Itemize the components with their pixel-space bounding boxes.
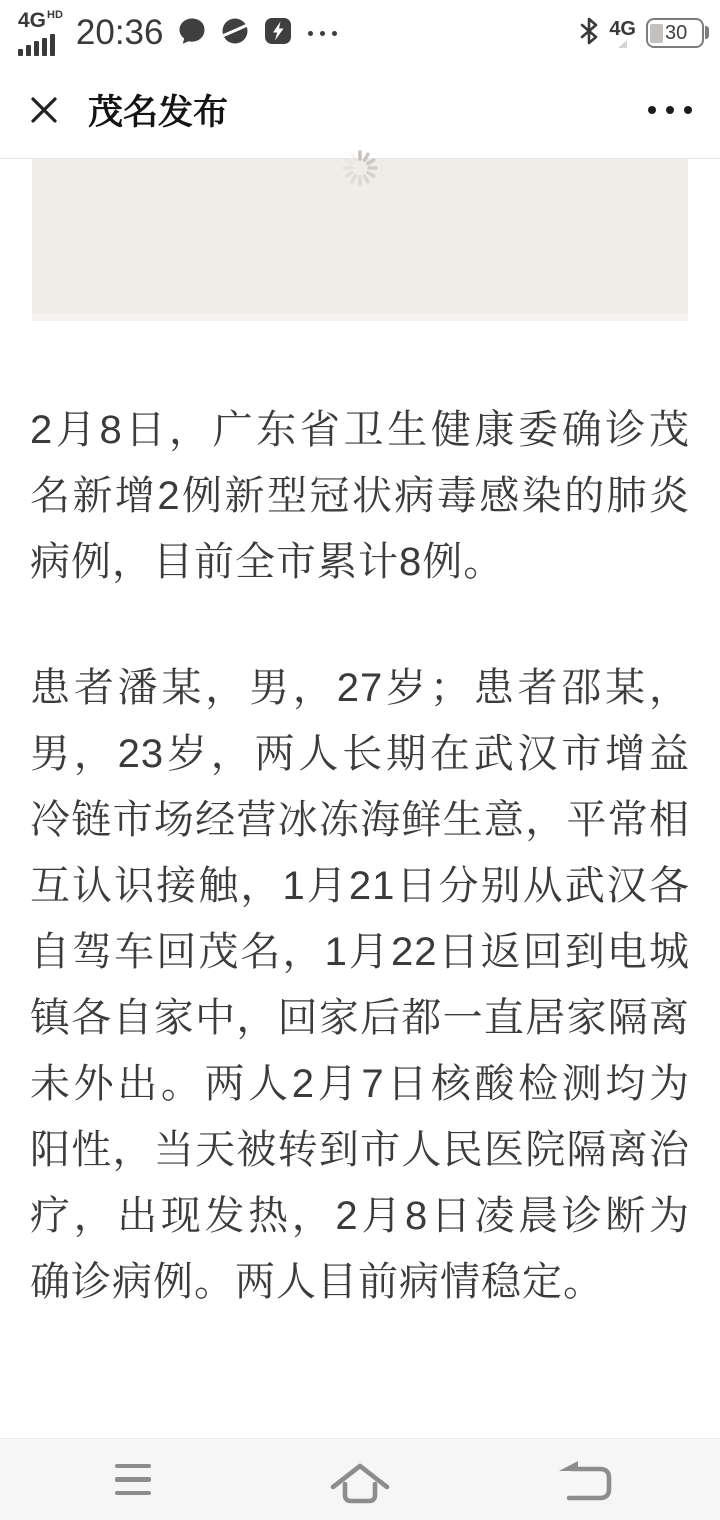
bottom-nav-bar [0, 1438, 720, 1520]
chat-bubble-icon [177, 16, 207, 51]
network-type-label: 4G [18, 9, 47, 32]
back-button[interactable] [473, 1439, 700, 1520]
status-bar [0, 0, 720, 62]
clock-text: 20:36 [75, 13, 164, 52]
close-button[interactable] [28, 94, 60, 126]
article-paragraph: 2月8日，广东省卫生健康委确诊茂名新增2例新型冠状病毒感染的肺炎病例，目前全市累计8例。 [30, 408, 690, 584]
flashlight-icon [263, 16, 293, 51]
title-bar [0, 62, 720, 159]
battery-percent: 30 [665, 21, 688, 44]
hd-badge: HD [47, 9, 63, 21]
bluetooth-icon [579, 16, 599, 51]
signal-strength-icon [18, 10, 63, 56]
article-body [0, 321, 720, 1315]
browser-globe-icon [220, 16, 250, 51]
mobile-network-icon [609, 19, 636, 48]
article-image-placeholder [32, 159, 688, 321]
battery-icon [646, 18, 704, 48]
home-button[interactable] [247, 1439, 474, 1520]
menu-button[interactable] [20, 1439, 247, 1520]
article-content [0, 159, 720, 1315]
network-label: 4G [609, 17, 636, 40]
hamburger-menu-icon [115, 1464, 151, 1496]
more-notifications-icon [308, 31, 337, 36]
loading-spinner-icon [340, 148, 380, 193]
page-title: 茂名发布 [88, 93, 229, 132]
article-paragraph: 患者潘某，男，27岁；患者邵某，男，23岁，两人长期在武汉市增益冷链市场经营冰冻海鲜生意，平常相互认识接触，1月21日分别从武汉各自驾车回茂名，1月22日返回到电城镇各自家中，回家后都一直居家隔离未外出。两人2月7日核酸检测均为阳性，当天被转到市人民医院隔离治疗，出现发热，2月8日凌晨诊断为确诊病例。两人目前病情稳定。 [30, 666, 690, 1304]
close-icon [28, 94, 60, 126]
home-icon [327, 1455, 393, 1505]
more-menu-button[interactable] [648, 96, 692, 124]
back-icon [556, 1456, 618, 1504]
